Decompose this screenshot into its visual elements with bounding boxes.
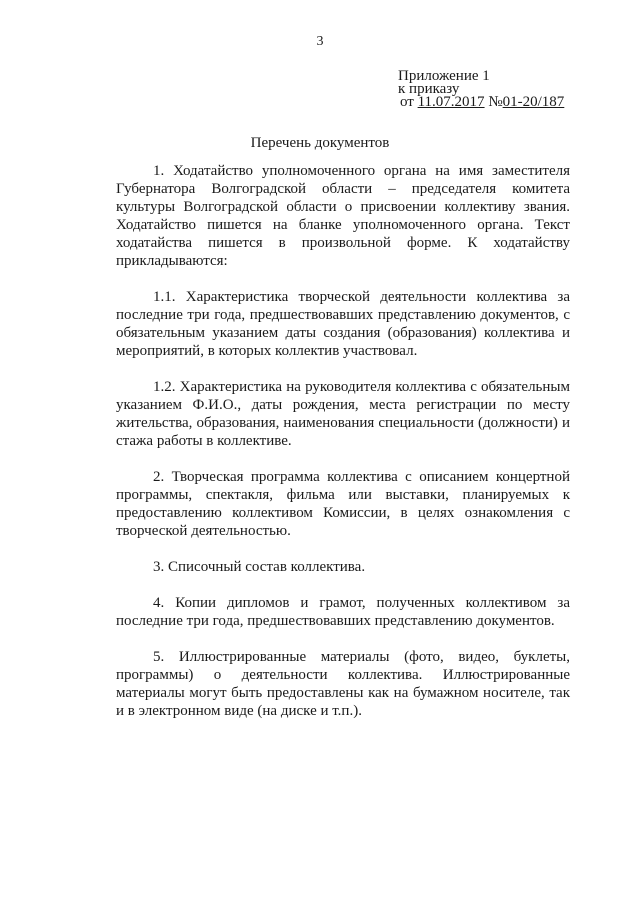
order-number-sign: №	[484, 94, 503, 110]
paragraph-4: 4. Копии дипломов и грамот, полученных коллективом за последние три года, предшествовавших представлению документов.	[116, 595, 570, 629]
order-prefix: от	[400, 94, 418, 110]
order-date: 11.07.2017	[417, 94, 485, 110]
paragraph-5: 5. Иллюстрированные материалы (фото, видео, буклеты, программы) о деятельности коллектива. Иллюстрированные материалы могут быть предоставлены как на бумажном носителе, так и в электронном виде (на диске и т.п.).	[116, 649, 570, 719]
appendix-title: Приложение 1	[398, 68, 490, 84]
paragraph-3: 3. Списочный состав коллектива.	[153, 559, 366, 575]
paragraph-2: 2. Творческая программа коллектива с описанием концертной программы, спектакля, фильма или выставки, планируемых к предоставлению коллективом Комиссии, в целях ознакомления с творческой деятельностью.	[116, 469, 570, 539]
order-number: 01-20/187	[502, 94, 565, 110]
paragraph-1: 1. Ходатайство уполномоченного органа на имя заместителя Губернатора Волгоградской области – председателя комитета культуры Волгоградской области о присвоении коллективу звания. Ходатайство пишется на бланке уполномоченного органа. Текст ходатайства пишется в произвольной форме. К ходатайству прикладываются:	[116, 163, 570, 269]
appendix-header	[398, 70, 564, 109]
document-title: Перечень документов	[250, 135, 390, 151]
paragraph-1-1: 1.1. Характеристика творческой деятельности коллектива за последние три года, предшествовавших представлению документов, с обязательным указанием даты создания (образования) коллектива и мероприятий, в которых коллектив участвовал.	[116, 289, 570, 359]
page-number: 3	[316, 34, 324, 49]
appendix-order-ref: к приказу	[398, 81, 460, 97]
appendix-order-line	[400, 96, 564, 109]
document-body	[116, 162, 570, 738]
paragraph-1-2: 1.2. Характеристика на руководителя коллектива с обязательным указанием Ф.И.О., даты рождения, места регистрации по месту жительства, образования, наименования специальности (должности) и стажа работы в коллективе.	[116, 379, 570, 449]
